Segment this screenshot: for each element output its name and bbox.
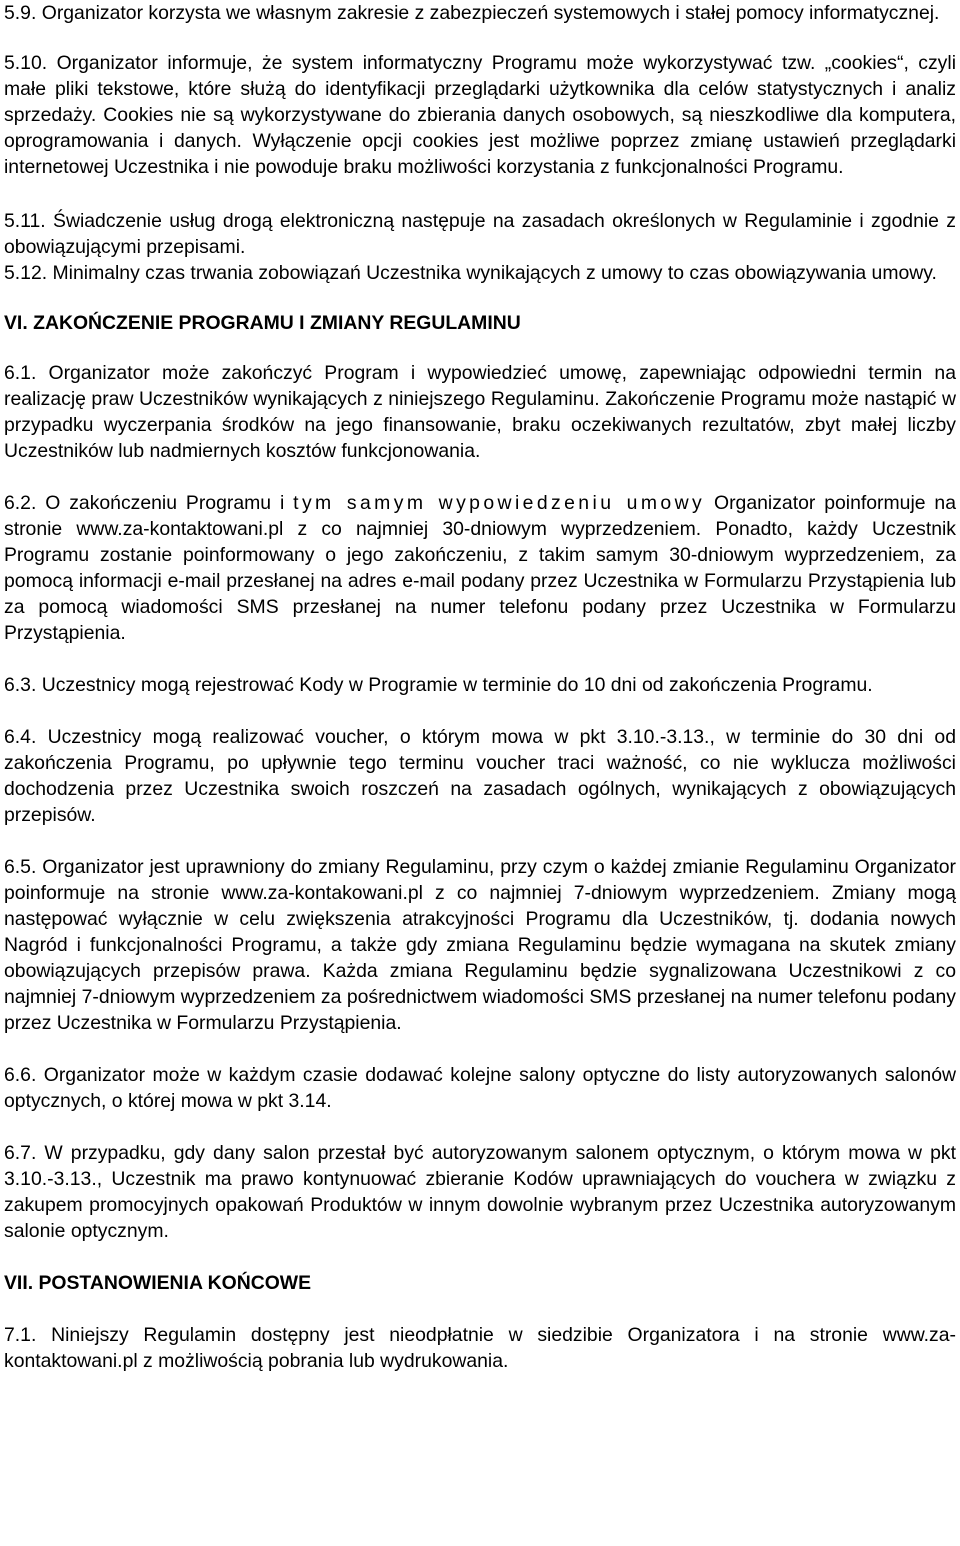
paragraph-6-2-spaced: tym samym wypowiedzeniu umowy [293, 492, 706, 514]
section-vi-heading: VI. ZAKOŃCZENIE PROGRAMU I ZMIANY REGULAMINU [4, 312, 521, 334]
paragraph-5-10: 5.10. Organizator informuje, że system informatyczny Programu może wykorzystywać tzw. „cookies“, czyli małe pliki tekstowe, które służą do identyfikacji przeglądarki użytkownika dla celów statystycznych i analiz sprzedaży. Cookies nie są wykorzystywane do zbierania danych osobowych, są nieszkodliwe dla komputera, oprogramowania i danych. Wyłączenie opcji cookies jest możliwe poprzez zmianę ustawień przeglądarki internetowej Uczestnika i nie powoduje braku możliwości korzystania z funkcjonalności Programu. [4, 52, 956, 178]
paragraph-6-7: 6.7. W przypadku, gdy dany salon przestał być autoryzowanym salonem optycznym, o którym mowa w pkt 3.10.-3.13., Uczestnik ma prawo kontynuować zbieranie Kodów uprawniających do vouchera w związku z zakupem promocyjnych opakowań Produktów w innym dowolnie wybranym przez Uczestnika autoryzowanym salonie optycznym. [4, 1142, 956, 1242]
paragraph-5-12: 5.12. Minimalny czas trwania zobowiązań Uczestnika wynikających z umowy to czas obowiązywania umowy. [4, 262, 937, 284]
paragraph-6-1: 6.1. Organizator może zakończyć Program i wypowiedzieć umowę, zapewniając odpowiedni termin na realizację praw Uczestników wynikających z niniejszego Regulaminu. Zakończenie Programu może nastąpić w przypadku wyczerpania środków na jego finansowanie, braku oczekiwanych rezultatów, zbyt małej liczby Uczestników lub nadmiernych kosztów funkcjonowania. [4, 362, 956, 462]
paragraph-6-2 [4, 490, 956, 646]
paragraph-6-2-end: Organizator poinformuje na stronie www.za-kontaktowani.pl z co najmniej 30-dniowym wyprzedzeniem. Ponadto, każdy Uczestnik Programu zostanie poinformowany o jego zakończeniu, z takim samym 30-dniowym wyprzedzeniem, za pomocą informacji e-mail przesłanej na adres e-mail podany przez Uczestnika w Formularzu Przystąpienia lub za pomocą wiadomości SMS przesłanej na numer telefonu podany przez Uczestnika w Formularzu Przystąpienia. [4, 492, 957, 644]
paragraph-6-3: 6.3. Uczestnicy mogą rejestrować Kody w Programie w terminie do 10 dni od zakończenia Programu. [4, 674, 873, 696]
paragraph-7-1: 7.1. Niniejszy Regulamin dostępny jest nieodpłatnie w siedzibie Organizatora i na stronie www.za-kontaktowani.pl z możliwością pobrania lub wydrukowania. [4, 1324, 956, 1372]
regulamin-page [4, 0, 956, 1374]
paragraph-6-2-start: 6.2. O zakończeniu Programu i [4, 492, 294, 514]
paragraph-5-9: 5.9. Organizator korzysta we własnym zakresie z zabezpieczeń systemowych i stałej pomocy informatycznej. [4, 2, 940, 24]
paragraph-6-6: 6.6. Organizator może w każdym czasie dodawać kolejne salony optyczne do listy autoryzowanych salonów optycznych, o której mowa w pkt 3.14. [4, 1064, 956, 1112]
section-vii-heading: VII. POSTANOWIENIA KOŃCOWE [4, 1272, 312, 1294]
paragraph-6-4: 6.4. Uczestnicy mogą realizować voucher, o którym mowa w pkt 3.10.-3.13., w terminie do 30 dni od zakończenia Programu, po upływnie tego terminu voucher traci ważność, co nie wyklucza możliwości dochodzenia przez Uczestnika swoich roszczeń na zasadach ogólnych, wynikających z obowiązujących przepisów. [4, 726, 956, 826]
paragraph-6-5: 6.5. Organizator jest uprawniony do zmiany Regulaminu, przy czym o każdej zmianie Regulaminu Organizator poinformuje na stronie www.za-kontakowani.pl z co najmniej 7-dniowym wyprzedzeniem. Zmiany mogą następować wyłącznie w celu zwiększenia atrakcyjności Programu dla Uczestników, tj. dodania nowych Nagród i funkcjonalności Programu, a także gdy zmiana Regulaminu będzie wymagana na skutek zmiany obowiązujących przepisów prawa. Każda zmiana Regulaminu będzie sygnalizowana Uczestnikowi z co najmniej 7-dniowym wyprzedzeniem za pośrednictwem wiadomości SMS przesłanej na numer telefonu podany przez Uczestnika w Formularzu Przystąpienia. [4, 856, 956, 1034]
paragraph-5-11: 5.11. Świadczenie usług drogą elektroniczną następuje na zasadach określonych w Regulaminie i zgodnie z obowiązującymi przepisami. [4, 210, 956, 258]
